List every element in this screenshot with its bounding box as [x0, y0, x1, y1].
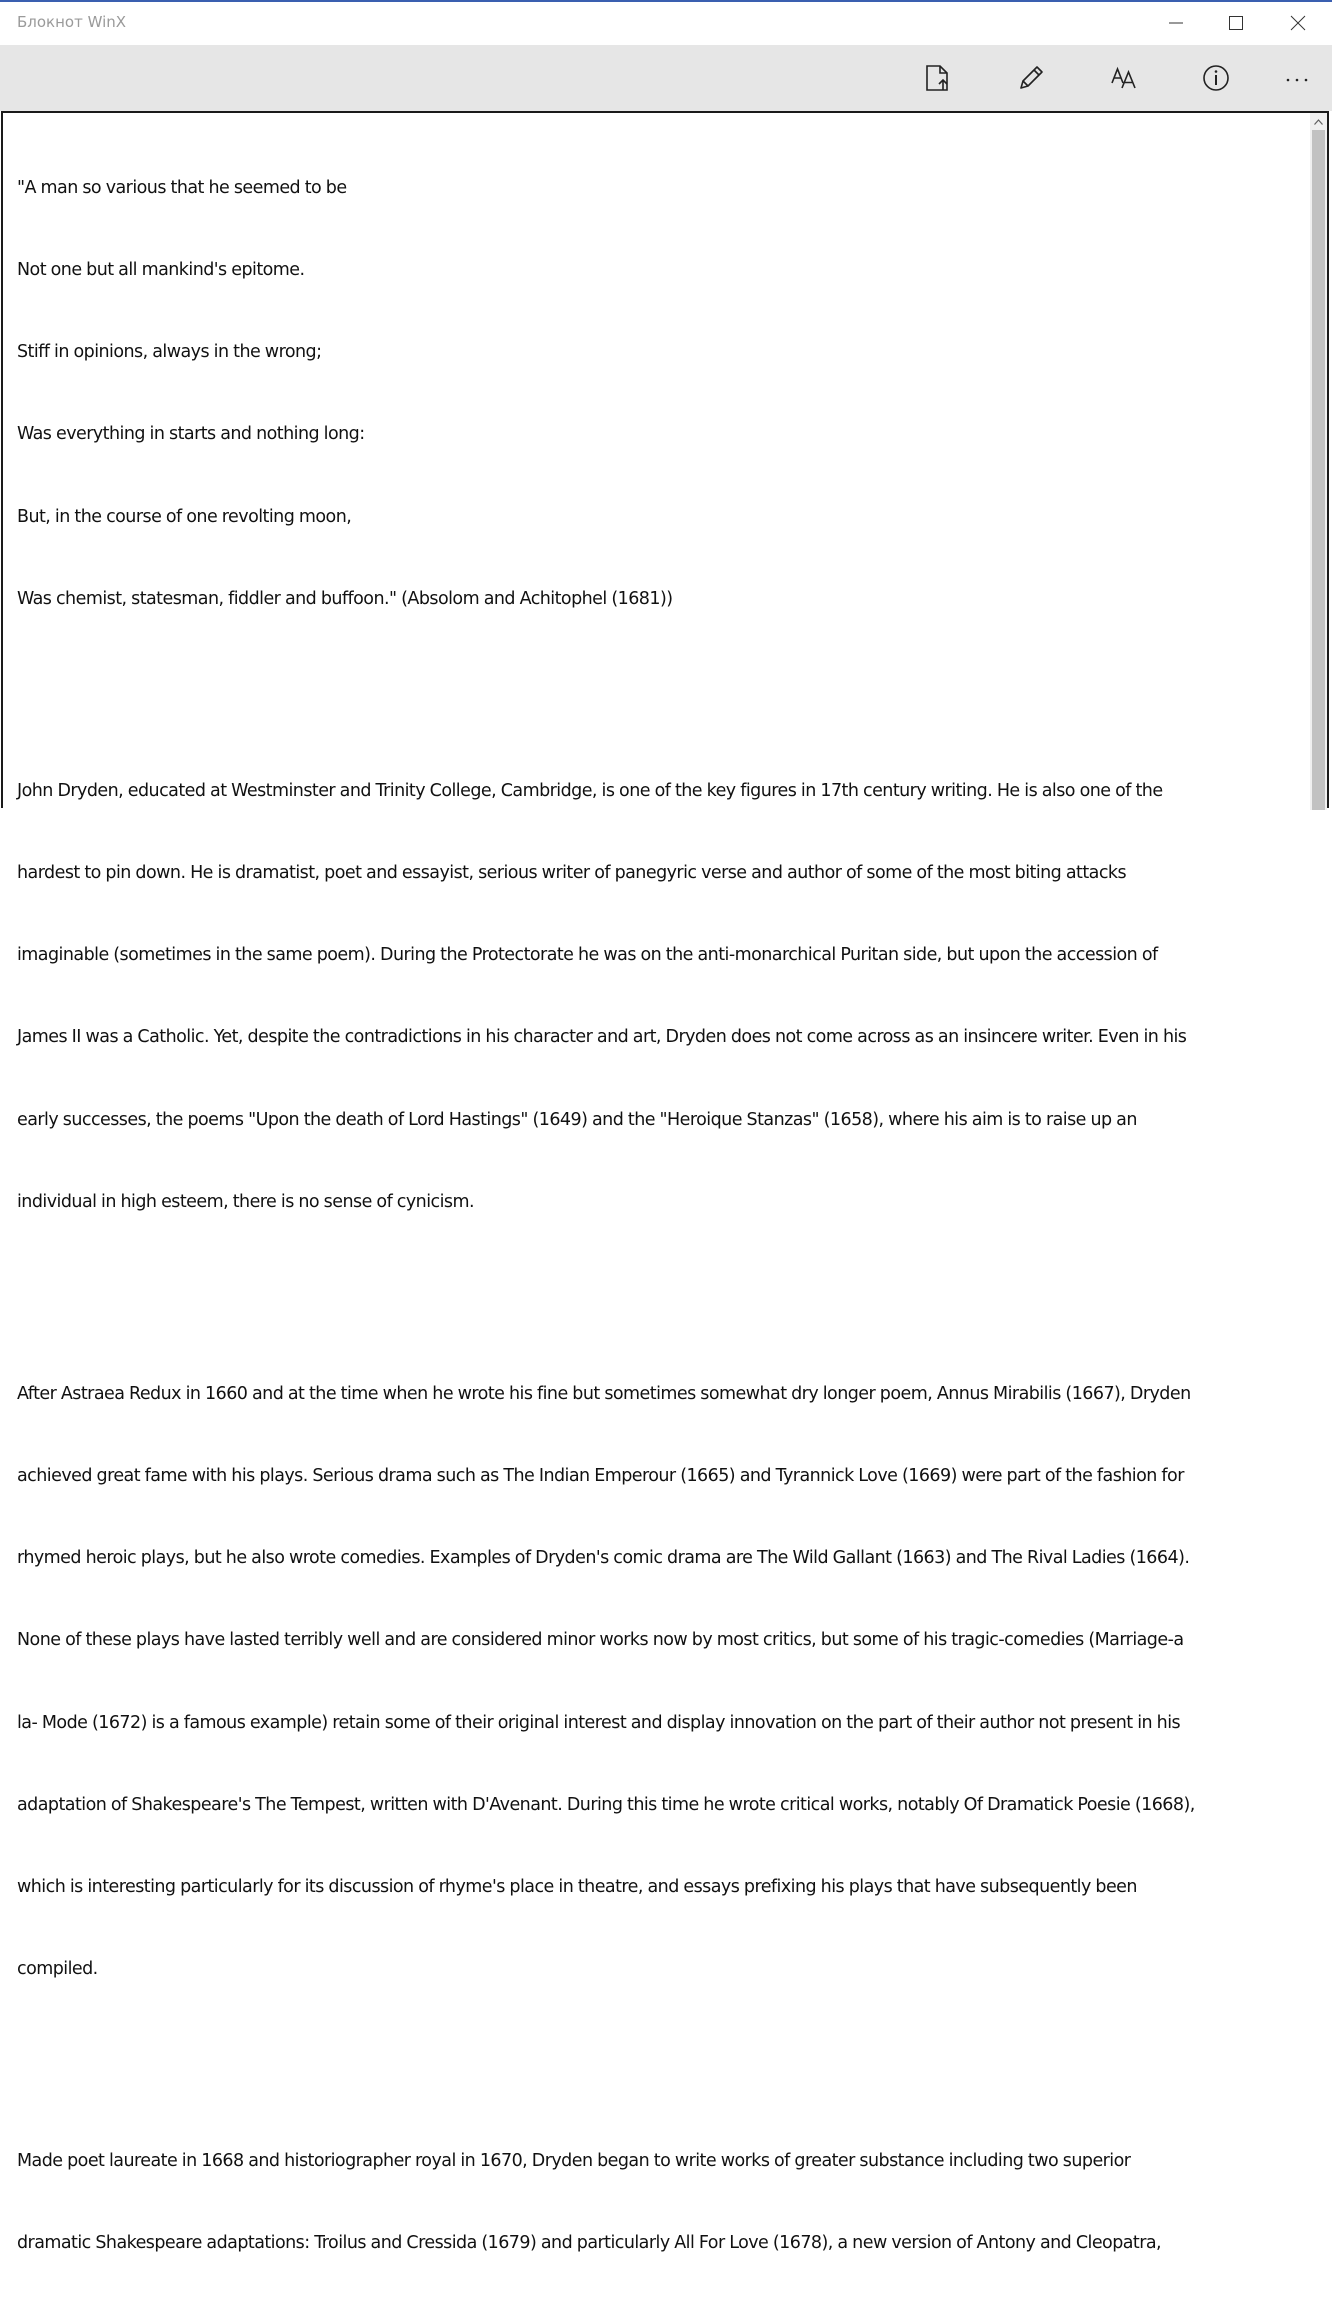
text-line: After Astraea Redux in 1660 and at the time when he wrote his fine but sometimes somewhat dry longer poem, Annus Mirabilis (1667), Dryden	[17, 1383, 1191, 1404]
text-line: adaptation of Shakespeare's The Tempest, written with D'Avenant. During this time he wrote critical works, notably Of Dramatick Poesie (1668),	[17, 1794, 1195, 1815]
info-icon	[1201, 63, 1231, 93]
maximize-icon	[1228, 15, 1244, 31]
poem-line: "A man so various that he seemed to be	[17, 177, 347, 198]
pencil-icon	[1016, 63, 1046, 93]
vertical-scrollbar[interactable]	[1310, 113, 1327, 810]
close-button[interactable]	[1268, 0, 1328, 45]
poem-line: Was everything in starts and nothing long:	[17, 424, 365, 445]
command-bar	[0, 45, 1332, 111]
minimize-icon	[1168, 15, 1184, 31]
poem-line: Stiff in opinions, always in the wrong;	[17, 342, 322, 363]
blank-line	[17, 2038, 1311, 2065]
poem-line: Was chemist, statesman, fiddler and buffoon." (Absolom and Achitophel (1681))	[17, 588, 673, 609]
text-line: Made poet laureate in 1668 and historiographer royal in 1670, Dryden began to write works of greater substance including two superior	[17, 2151, 1131, 2172]
text-line: James II was a Catholic. Yet, despite the contradictions in his character and art, Dryden does not come across as an insincere writer. Even in his	[17, 1027, 1187, 1048]
text-editor[interactable]	[1, 111, 1329, 2254]
text-line: early successes, the poems "Upon the death of Lord Hastings" (1649) and the "Heroique Stanzas" (1658), where his aim is to raise up an	[17, 1109, 1137, 1130]
maximize-button[interactable]	[1206, 0, 1266, 45]
text-line: la- Mode (1672) is a famous example) retain some of their original interest and display innovation on the part of their author not present in his	[17, 1712, 1181, 1733]
blank-line	[17, 1271, 1311, 1298]
font-size-button[interactable]	[1100, 55, 1148, 101]
text-line: achieved great fame with his plays. Serious drama such as The Indian Emperour (1665) and Tyrannick Love (1669) were part of the fashion for	[17, 1465, 1184, 1486]
window-border-accent	[0, 0, 1332, 2]
chevron-up-icon	[1314, 119, 1323, 125]
text-line: compiled.	[17, 1959, 98, 1980]
minimize-button[interactable]	[1146, 0, 1206, 45]
poem-line: Not one but all mankind's epitome.	[17, 260, 305, 281]
text-line: dramatic Shakespeare adaptations: Troilus and Cressida (1679) and particularly All For Love (1678), a new version of Antony and Cleopatra,	[17, 2233, 1162, 2254]
close-icon	[1290, 15, 1306, 31]
more-icon	[1282, 63, 1312, 93]
more-button[interactable]	[1273, 55, 1321, 101]
text-line: None of these plays have lasted terribly well and are considered minor works now by most critics, but some of his tragic-comedies (Marriage-a	[17, 1630, 1184, 1651]
text-line: individual in high esteem, there is no sense of cynicism.	[17, 1191, 474, 1212]
scroll-up-button[interactable]	[1310, 113, 1327, 130]
file-share-icon	[923, 63, 953, 93]
text-line: imaginable (sometimes in the same poem). During the Protectorate he was on the anti-monarchical Puritan side, but upon the accession of	[17, 945, 1158, 966]
title-bar[interactable]	[0, 0, 1332, 45]
info-button[interactable]	[1192, 55, 1240, 101]
file-share-button[interactable]	[914, 55, 962, 101]
text-line: rhymed heroic plays, but he also wrote comedies. Examples of Dryden's comic drama are The Wild Gallant (1663) and The Rival Ladies (1664).	[17, 1548, 1190, 1569]
editor-text[interactable]	[17, 120, 1311, 2312]
blank-line	[17, 668, 1311, 695]
text-line: John Dryden, educated at Westminster and Trinity College, Cambridge, is one of the key figures in 17th century writing. He is also one of the	[17, 780, 1163, 801]
scroll-thumb[interactable]	[1312, 130, 1325, 810]
text-line: which is interesting particularly for its discussion of rhyme's place in theatre, and essays prefixing his plays that have subsequently been	[17, 1876, 1137, 1897]
edit-button[interactable]	[1007, 55, 1055, 101]
text-line: hardest to pin down. He is dramatist, poet and essayist, serious writer of panegyric verse and author of some of the most biting attacks	[17, 862, 1127, 883]
poem-line: But, in the course of one revolting moon,	[17, 506, 352, 527]
app-title: Блокнот WinX	[17, 13, 127, 31]
font-size-icon	[1109, 63, 1139, 93]
